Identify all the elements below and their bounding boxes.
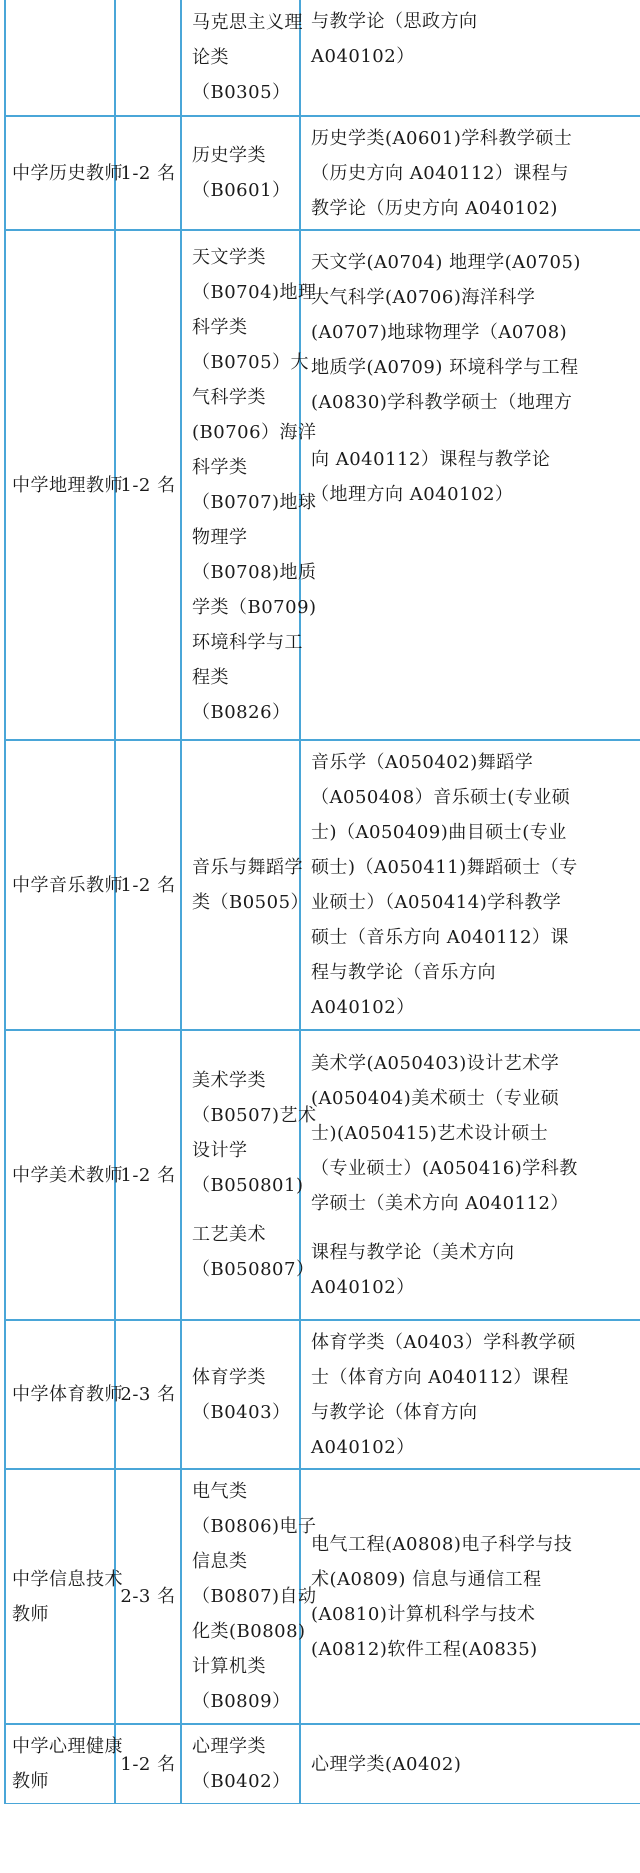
cell-line: 课程与教学论（美术方向 [311,1241,515,1263]
cell-line: (A0707)地球物理学（A0708) [311,322,568,343]
quota-cell [115,1724,181,1804]
cell-line: （B0826） [192,702,291,723]
cell-line: （专业硕士）(A050416)学科教 [311,1157,578,1179]
cell-line: 程与教学论（音乐方向 [311,962,496,983]
cell-line: 心理学类(A0402) [311,1753,462,1775]
cell-line: 类（B0505） [192,892,310,913]
cell-line: 学硕士（美术方向 A040112） [311,1192,569,1214]
cell-line: 音乐学（A050402)舞蹈学 [311,752,534,773]
postgrad-major-cell [300,740,640,1030]
quota-value: 1-2 名 [120,874,176,896]
table-row [5,0,640,116]
table-row [5,230,640,740]
cell-line: (A0830)学科教学硕士（地理方 [311,392,573,413]
position-cell [5,1724,123,1804]
cell-line: 士)（A050409)曲目硕士(专业 [311,822,567,843]
cell-line: 程类 [192,667,229,688]
cell-line: 电气工程(A0808)电子科学与技 [311,1533,573,1555]
position-label: 中学音乐教师 [12,874,123,896]
cell-line: 音乐与舞蹈学 [192,857,303,878]
postgrad-major-cell [300,1469,640,1724]
cell-line: 设计学 [192,1140,248,1161]
position-label: 中学美术教师 [12,1164,123,1186]
undergrad-major-cell [181,1469,317,1724]
quota-value: 1-2 名 [120,162,176,184]
cell-line: （B050807） [192,1259,315,1280]
cell-line: 计算机类 [192,1656,266,1677]
cell-line: （B050801) [192,1175,304,1196]
cell-line: 电气类 [192,1481,248,1502]
cell-line: （B0305） [192,82,291,103]
cell-line: 体育学类（A0403）学科教学硕 [311,1331,576,1353]
cell-line: (A050404)美术硕士（专业硕 [311,1087,560,1109]
recruitment-table [4,0,640,1805]
cell-line [192,1203,291,1217]
cell-line: 化类(B0808) [192,1621,306,1642]
position-label: 中学心理健康 [12,1736,123,1757]
cell-line: （B0809） [192,1691,291,1712]
cell-line: 士)(A050415)艺术设计硕士 [311,1122,549,1144]
cell-line: 环境科学与工 [192,632,303,653]
quota-cell [115,1030,181,1320]
undergrad-major-cell [181,116,300,230]
cell-line: 马克思主义理 [192,12,303,33]
cell-line: 硕士)（A050411)舞蹈硕士（专 [311,857,578,878]
cell-line: 信息类 [192,1551,248,1572]
cell-line: 气科学类 [192,387,266,408]
cell-line: A040102） [311,997,415,1018]
cell-line: 体育学类 [192,1366,266,1388]
table-row [5,740,640,1030]
cell-line: 向 A040112）课程与教学论 [311,449,551,470]
page-bottom-whitespace [0,1804,640,1873]
undergrad-major-cell [181,1320,300,1469]
position-label: 中学地理教师 [12,474,123,496]
quota-value: 1-2 名 [120,474,176,496]
cell-line: 术(A0809) 信息与通信工程 [311,1568,542,1590]
position-cell [5,0,115,116]
quota-cell [115,0,181,116]
quota-value: 1-2 名 [120,1753,176,1775]
cell-line: 教学论（历史方向 A040102) [311,197,558,219]
quota-cell [115,230,181,740]
cell-line: 天文学类 [192,247,266,268]
position-cell [5,1320,123,1469]
cell-line: 天文学(A0704) 地理学(A0705) [311,252,581,273]
quota-value: 2-3 名 [120,1384,176,1405]
postgrad-major-cell [300,1320,640,1469]
cell-line: 大气科学(A0706)海洋科学 [311,287,536,308]
cell-line: 工艺美术 [192,1224,266,1245]
position-cell [5,740,123,1030]
cell-line: A040102） [311,1276,415,1298]
position-label: 中学信息技术 [12,1568,123,1590]
cell-line: 士（体育方向 A040112）课程 [311,1366,569,1388]
cell-line: 地质学(A0709) 环境科学与工程 [311,357,579,378]
cell-line: 科学类 [192,317,248,338]
cell-line: (A0810)计算机科学与技术 [311,1603,536,1625]
cell-line: （B0708)地质 [192,562,317,583]
cell-line: 物理学 [192,527,248,548]
postgrad-major-cell [300,116,640,230]
position-label: 教师 [12,1771,49,1792]
cell-line: A040102） [311,46,415,67]
table-row [5,1030,640,1320]
cell-line [311,1221,630,1235]
postgrad-major-cell [300,230,640,740]
cell-line: （B0707)地球 [192,492,317,513]
cell-line: 美术学(A050403)设计艺术学 [311,1052,560,1074]
cell-line: 科学类 [192,457,248,478]
table-row [5,116,640,230]
table-row [5,1724,640,1804]
position-cell [5,1469,123,1724]
quota-value: 2-3 名 [120,1586,176,1607]
undergrad-major-cell [181,230,317,740]
cell-line: 美术学类 [192,1070,266,1091]
quota-value: 1-2 名 [120,1164,176,1186]
cell-line: 硕士（音乐方向 A040112）课 [311,927,569,948]
cell-line: A040102） [311,1436,415,1458]
undergrad-major-cell [181,1724,300,1804]
cell-line: （B0705）大 [192,352,310,373]
cell-line: （B0403） [192,1401,291,1423]
undergrad-major-cell [181,740,310,1030]
cell-line: （历史方向 A040112）课程与 [311,162,569,184]
postgrad-major-cell [300,1030,640,1320]
cell-line: （B0507)艺术 [192,1105,317,1126]
quota-cell [115,740,181,1030]
table-row [5,1320,640,1469]
undergrad-major-cell [181,1030,317,1320]
cell-line: (B0706）海洋 [192,422,317,443]
position-label: 中学历史教师 [12,162,123,184]
cell-line: 与教学论（体育方向 [311,1401,478,1423]
cell-line: （A050408）音乐硕士(专业硕 [311,787,571,808]
cell-line: (A0812)软件工程(A0835) [311,1638,538,1660]
postgrad-major-cell [300,0,640,116]
quota-cell [115,116,181,230]
cell-line: 论类 [192,47,229,68]
postgrad-major-cell [300,1724,640,1804]
quota-cell [115,1469,181,1724]
cell-line: 历史学类(A0601)学科教学硕士 [311,127,573,149]
cell-line: （B0807)自动 [192,1586,317,1607]
cell-line: 学类（B0709) [192,597,317,618]
position-cell [5,230,123,740]
cell-line: （B0806)电子 [192,1516,317,1537]
cell-line: （B0601） [192,180,291,201]
cell-line: 与教学论（思政方向 [311,11,478,32]
table-row [5,1469,640,1724]
cell-line: （B0704)地理 [192,282,317,303]
position-cell [5,116,123,230]
cell-line: （地理方向 A040102） [311,484,514,505]
cell-line [311,420,630,442]
position-label: 中学体育教师 [12,1384,123,1405]
cell-line: 业硕士）（A050414)学科教学 [311,892,562,913]
cell-line: 心理学类 [192,1736,266,1757]
quota-cell [115,1320,181,1469]
cell-line: （B0402） [192,1771,291,1792]
undergrad-major-cell [181,0,303,116]
cell-line: 历史学类 [192,145,266,166]
position-cell [5,1030,123,1320]
position-label: 教师 [12,1603,49,1625]
